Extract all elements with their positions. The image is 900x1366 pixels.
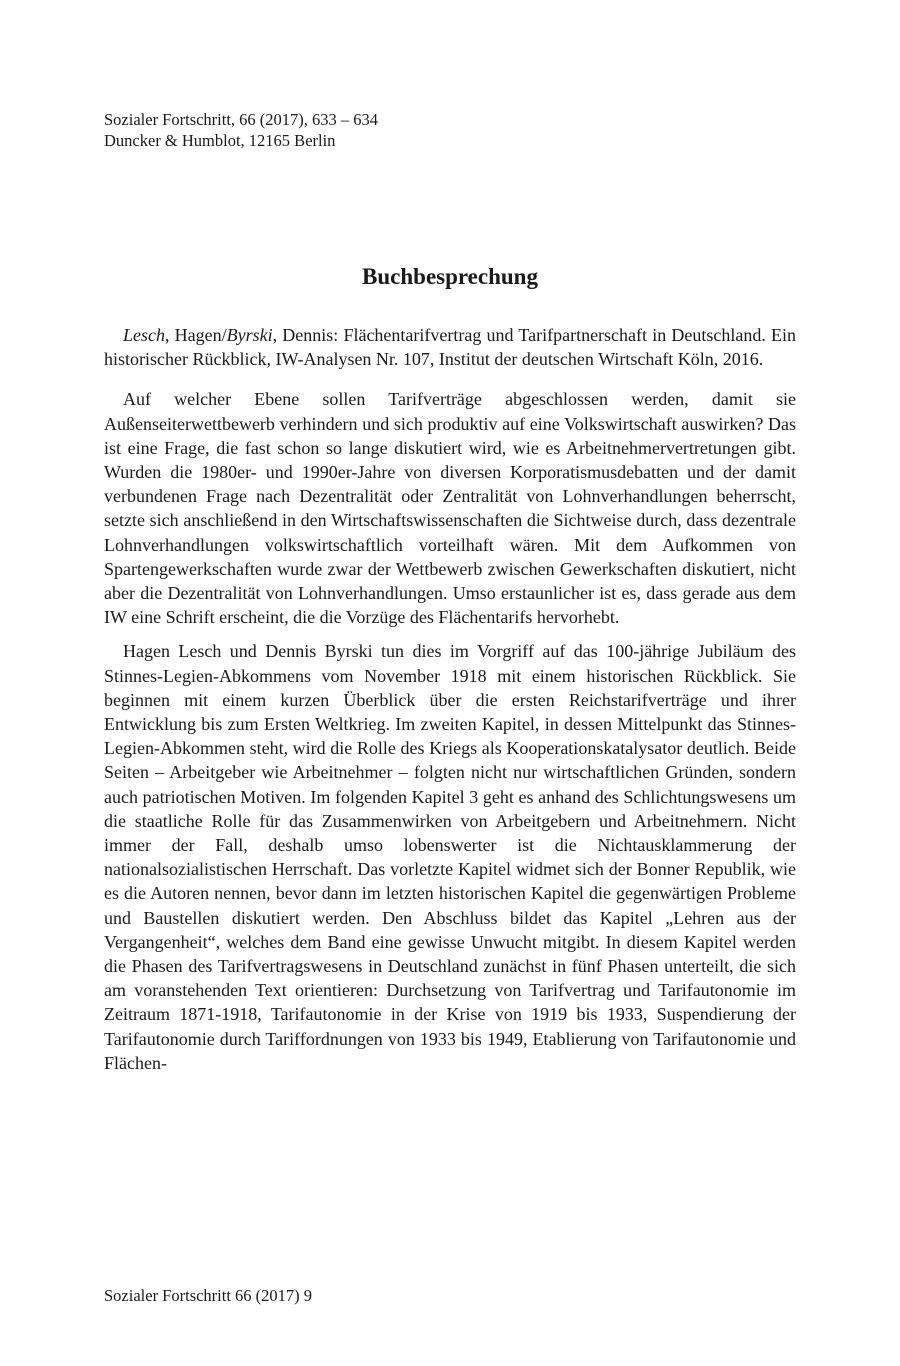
- page-footer: Sozialer Fortschritt 66 (2017) 9: [104, 1286, 313, 1305]
- author2-lastname: Byrski: [226, 325, 273, 345]
- article-body: [104, 323, 796, 1075]
- page-title: Buchbesprechung: [362, 264, 538, 289]
- reference-rest: , Dennis: Flächentarifvertrag und Tarifpartnerschaft in Deutschland. Ein historischer Rückblick, IW-Analysen Nr. 107, Institut der deutschen Wirtschaft Köln, 2016.: [104, 325, 796, 370]
- publisher-line: Duncker & Humblot, 12165 Berlin: [104, 131, 336, 150]
- journal-header: [104, 109, 378, 151]
- author1-rest: , Hagen/: [165, 325, 227, 345]
- paragraph: Hagen Lesch und Dennis Byrski tun dies im Vorgriff auf das 100-jährige Jubiläum des Stinnes-Legien-Abkommens vom November 1918 mit einem historischen Rückblick. Sie beginnen mit einem kurzen Überblick über die ersten Reichstarifverträge und ihrer Entwicklung bis zum Ersten Weltkrieg. Im zweiten Kapitel, in dessen Mittelpunkt das Stinnes-Legien-Abkommen steht, wird die Rolle des Kriegs als Kooperationskatalysator deutlich. Beide Seiten – Arbeitgeber wie Arbeitnehmer – folgten nicht nur wirtschaftlichen Gründen, sondern auch patriotischen Motiven. Im folgenden Kapitel 3 geht es anhand des Schlichtungswesens um die staatliche Rolle für das Zusammenwirken von Arbeitgebern und Arbeitnehmern. Nicht immer der Fall, deshalb umso lobenswerter ist die Nichtausklammerung der nationalsozialistischen Herrschaft. Das vorletzte Kapitel widmet sich der Bonner Republik, wie es die Autoren nennen, bevor dann im letzten historischen Kapitel die gegenwärtigen Probleme und Baustellen diskutiert werden. Den Abschluss bildet das Kapitel „Lehren aus der Vergangenheit“, welches dem Band eine gewisse Unwucht mitgibt. In diesem Kapitel werden die Phasen des Tarifvertragswesens in Deutschland zunächst in fünf Phasen unterteilt, die sich am voranstehenden Text orientieren: Durchsetzung von Tarifvertrag und Tarifautonomie im Zeitraum 1871-1918, Tarifautonomie in der Krise von 1919 bis 1933, Suspendierung der Tarifautonomie durch Tariffordnungen von 1933 bis 1949, Etablierung von Tarifautonomie und Flächen-: [104, 641, 796, 1073]
- journal-citation: Sozialer Fortschritt, 66 (2017), 633 – 634: [104, 110, 379, 129]
- book-reference: [104, 323, 796, 371]
- paragraph: Auf welcher Ebene sollen Tarifverträge abgeschlossen werden, damit sie Außenseiterwettbewerb verhindern und sich produktiv auf eine Volkswirtschaft auswirken? Das ist eine Frage, die fast schon so lange diskutiert wird, wie es Arbeitnehmervertretungen gibt. Wurden die 1980er- und 1990er-Jahre von diversen Korporatismusdebatten und der damit verbundenen Frage nach Dezentralität oder Zentralität von Lohnverhandlungen beherrscht, setzte sich anschließend in den Wirtschaftswissenschaften die Sichtweise durch, dass dezentrale Lohnverhandlungen volkswirtschaftlich vorteilhaft wären. Mit dem Aufkommen von Spartengewerkschaften wurde zwar der Wettbewerb zwischen Gewerkschaften diskutiert, nicht aber die Dezentralität von Lohnverhandlungen. Umso erstaunlicher ist es, dass gerade aus dem IW eine Schrift erscheint, die die Vorzüge des Flächentarifs hervorhebt.: [104, 389, 796, 628]
- author1-lastname: Lesch: [123, 325, 165, 345]
